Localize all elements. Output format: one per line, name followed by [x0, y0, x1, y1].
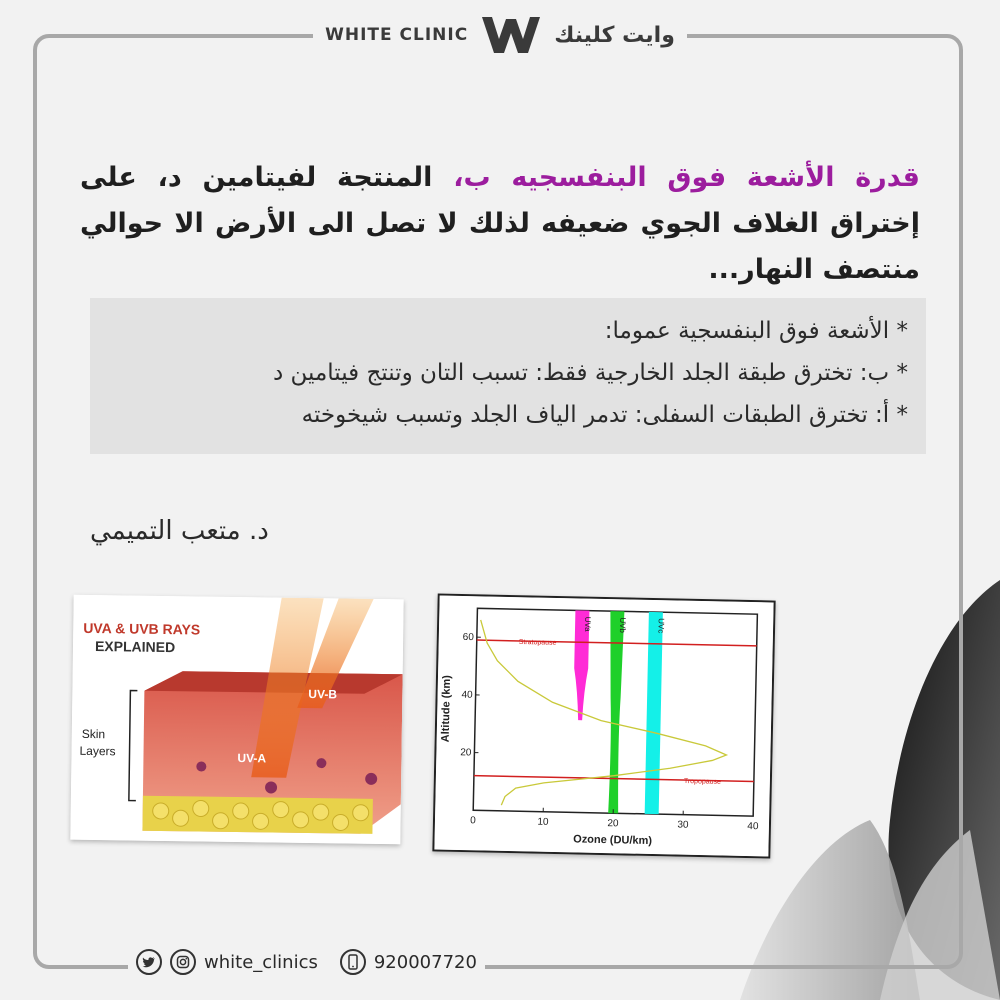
brand-name-en: WHITE CLINIC [325, 25, 469, 45]
illustration-title-line1: UVA & UVB RAYS [83, 619, 201, 638]
chart-xtick-label: 20 [607, 818, 619, 830]
uvb-label: UV-B [308, 686, 338, 702]
info-line-general: * الأشعة فوق البنفسجية عموما: [604, 318, 908, 344]
social-handle[interactable]: white_clinics [204, 951, 318, 973]
intro-highlight: قدرة الأشعة فوق البنفسجيه ب، [453, 162, 920, 193]
instagram-icon[interactable] [170, 949, 196, 975]
chart-xtick-label: 40 [747, 821, 759, 833]
skin-layers-illustration [70, 595, 403, 845]
skin-label-2: Layers [79, 743, 116, 759]
info-line-uvb: * ب: تخترق طبقة الجلد الخارجية فقط: تسبب التان وتنتج فيتامين د [272, 360, 908, 386]
author-name: د. متعب التميمي [90, 516, 269, 546]
chart-ytick-label: 20 [460, 747, 472, 759]
chart-xtick-label: 30 [677, 819, 689, 831]
footer [128, 944, 485, 980]
twitter-icon[interactable] [136, 949, 162, 975]
intro-text: المنتجة لفيتامين د، على إختراق الغلاف الجوي ضعيفه لذلك لا تصل الى الأرض الا حوالي منتصف النهار... [80, 162, 920, 285]
chart-ylabel: Altitude (km) [439, 674, 454, 743]
info-panel [90, 298, 926, 454]
chart-band-label: UVb [617, 617, 628, 634]
chart-xtick-label: 10 [537, 816, 549, 828]
chart-hline-label: Tropopause [683, 778, 722, 786]
chart-xtick-label: 0 [470, 815, 476, 827]
chart-band-label: UVa [582, 616, 593, 632]
uva-label: UV-A [237, 751, 267, 766]
illustration-title-line2: EXPLAINED [94, 638, 176, 656]
chart-hline-label: Stratopause [518, 638, 557, 647]
skin-label-1: Skin [81, 726, 106, 742]
phone-number[interactable]: 920007720 [373, 951, 477, 973]
chart-band-label: UVc [656, 618, 666, 634]
header [0, 10, 1000, 60]
ozone-altitude-chart [432, 593, 775, 858]
intro-paragraph [80, 155, 920, 293]
chart-xlabel: Ozone (DU/km) [573, 833, 653, 848]
white-clinic-logo [480, 13, 542, 57]
chart-ytick-label: 60 [462, 631, 474, 644]
info-line-uva: * أ: تخترق الطبقات السفلى: تدمر الياف الجلد وتسبب شيخوخته [301, 402, 908, 428]
chart-ytick-label: 40 [461, 689, 473, 701]
brand-name-ar: وايت كلينك [554, 22, 675, 48]
phone-icon [340, 949, 366, 975]
